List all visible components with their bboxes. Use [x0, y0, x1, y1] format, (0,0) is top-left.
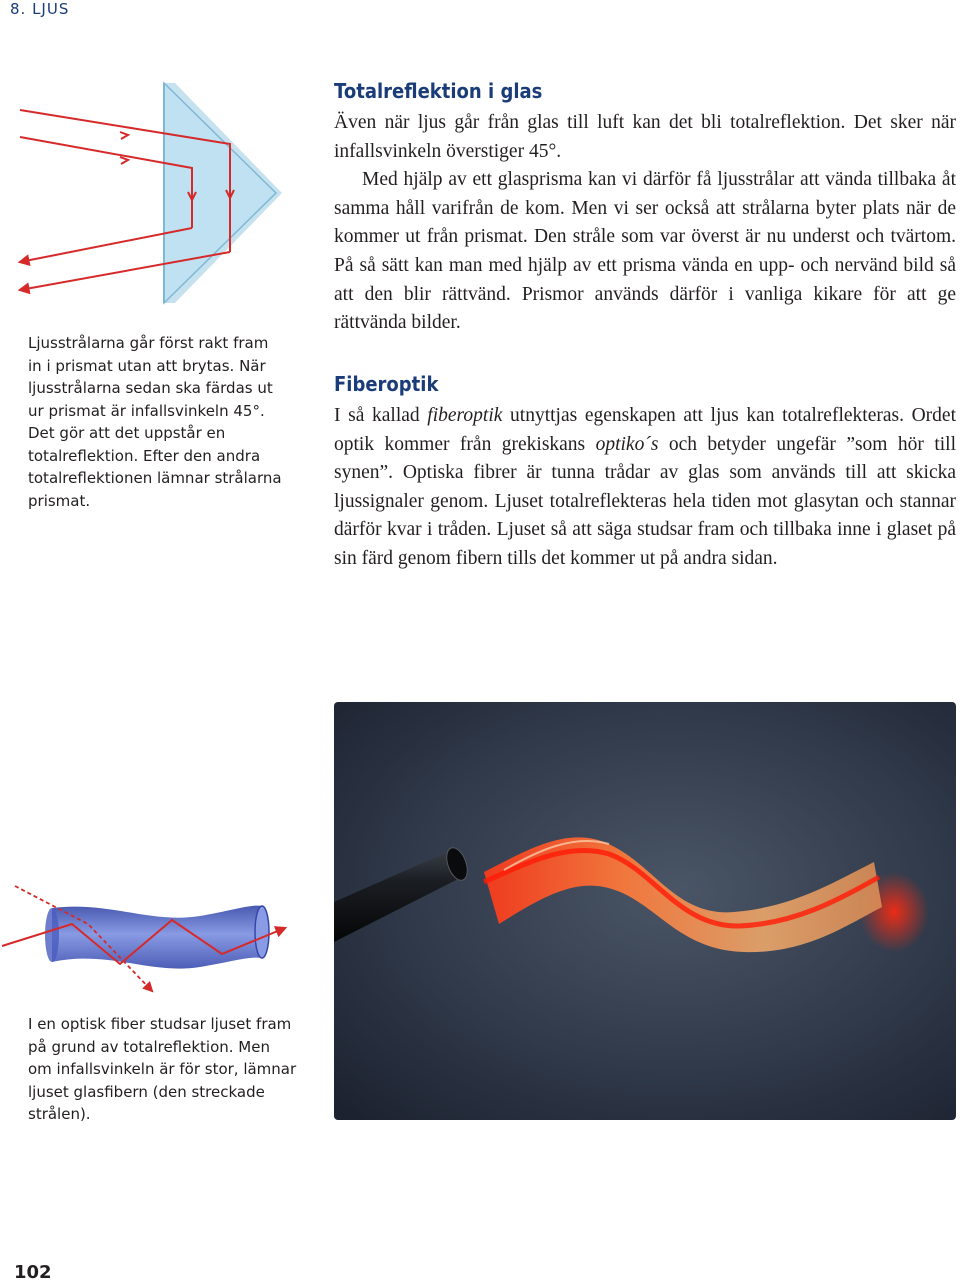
section-body-fiberoptik [334, 402, 956, 574]
text-run: och betyder ungefär ”som hör till synen”. Optiska fibrer är tunna trådar av glas som används till att skicka ljussignaler genom. Ljuset totalreflekteras hela tiden mot glasytan och stannar därför kvar i tråden. Ljuset så att säga studsar fram och tillbaka inne i glaset på sin färd genom fibern tills det kommer ut på andra sidan. [334, 433, 956, 569]
text-run: I så kallad [334, 405, 428, 426]
section-title-fiberoptik: Fiberoptik [334, 372, 439, 396]
section-body-totalreflektion [334, 109, 956, 338]
fiber-start [45, 908, 59, 962]
paragraph: Med hjälp av ett glasprisma kan vi därför få ljusstrålar att vända tillbaka åt samma håll varifrån de kom. Men vi ser också att strålarna byter plats när de kommer ut från prismat. Den stråle som var överst är nu underst och tvärtom. På så sätt kan man med hjälp av ett prisma vända en upp- och nervänd bild så att den blir rättvänd. Prismor används därför i vanliga kikare för att ge rättvända bilder. [334, 169, 956, 334]
text-run: utnyttjas egenskapen att ljus kan totalreflekteras. Ordet optik kommer från grekiskans [334, 405, 956, 455]
fiber-caption-text: I en optisk fiber studsar ljuset fram på grund av totalreflektion. Men om infallsvinkeln är för stor, lämnar ljuset glasfibern (den streckade strålen). [28, 1015, 297, 1123]
glass-prism [164, 83, 276, 303]
prism-caption [28, 332, 283, 512]
page-number: 102 [14, 1262, 52, 1283]
term-greek: optiko´s [595, 433, 659, 455]
section-title-totalreflektion: Totalreflektion i glas [334, 79, 543, 103]
fiber-end [255, 906, 269, 958]
optical-fiber-diagram [0, 876, 300, 1001]
prism-diagram [0, 80, 290, 320]
optical-fiber-photo [334, 702, 956, 1120]
term-fiberoptik: fiberoptik [427, 405, 503, 426]
paragraph: Även när ljus går från glas till luft kan det bli totalreflektion. Det sker när infallsvinkeln överstiger 45°. [334, 112, 956, 162]
prism-caption-text: Ljusstrålarna går först rakt fram in i prismat utan att brytas. När ljusstrålarna sedan ska färdas ut ur prismat är infallsvinkeln 45°. Det gör att det uppstår en totalreflektion. Efter den andra totalreflektionen lämnar strålarna prismat. [28, 334, 282, 510]
chapter-header: 8. LJUS [10, 0, 70, 18]
glass-fiber [52, 906, 262, 969]
paragraph [334, 402, 956, 574]
fiber-caption [28, 1013, 298, 1126]
